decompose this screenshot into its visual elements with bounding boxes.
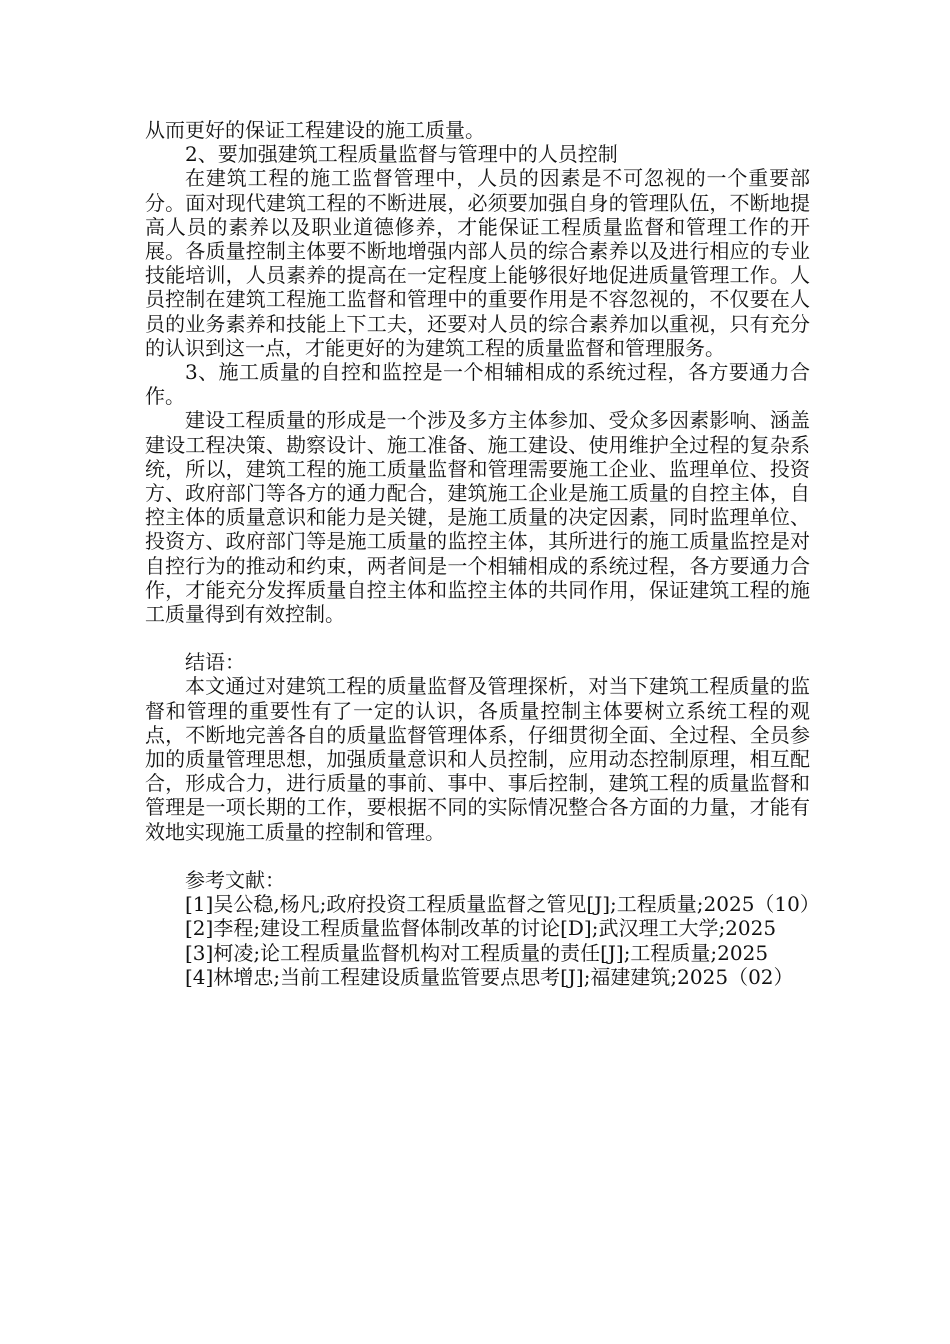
document-page — [145, 118, 820, 989]
reference-item: [3]柯凌;论工程质量监督机构对工程质量的责任[J];工程质量;2025 — [185, 940, 769, 965]
reference-item: [4]林增忠;当前工程建设质量监管要点思考[J];福建建筑;2025（02） — [185, 964, 794, 989]
paragraph-conclusion: 本文通过对建筑工程的质量监督及管理探析，对当下建筑工程质量的监督和管理的重要性有了一定的认识，各质量控制主体要树立系统工程的观点，不断地完善各自的质量监督管理体系，仔细贯彻全面、全过程、全员参加的质量管理思想，加强质量意识和人员控制，应用动态控制原理，相互配合，形成合力，进行质量的事前、事中、事后控制，建筑工程的质量监督和管理是一项长期的工作，要根据不同的实际情况整合各方面的力量，才能有效地实现施工质量的控制和管理。 — [145, 674, 810, 844]
spacer — [145, 626, 810, 650]
reference-item: [1]吴公稳,杨凡;政府投资工程质量监督之管见[J];工程质量;2025（10） — [185, 892, 820, 917]
spacer — [145, 844, 810, 868]
references-heading: 参考文献： — [185, 867, 285, 892]
references-list — [145, 892, 820, 989]
conclusion-heading: 结语： — [185, 650, 245, 675]
paragraph-continuation: 从而更好的保证工程建设的施工质量。 — [145, 118, 485, 142]
reference-item: [2]李程;建设工程质量监督体制改革的讨论[D];武汉理工大学;2025 — [185, 916, 777, 941]
paragraph-quality-formation: 建设工程质量的形成是一个涉及多方主体参加、受众多因素影响、涵盖建设工程决策、勘察设计、施工准备、施工建设、使用维护全过程的复杂系统，所以，建筑工程的施工质量监督和管理需要施工企业、监理单位、投资方、政府部门等各方的通力配合，建筑施工企业是施工质量的自控主体，自控主体的质量意识和能力是关键，是施工质量的决定因素，同时监理单位、投资方、政府部门等是施工质量的监控主体，其所进行的施工质量监控是对自控行为的推动和约束，两者间是一个相辅相成的系统过程，各方要通力合作，才能充分发挥质量自控主体和监控主体的共同作用，保证建筑工程的施工质量得到有效控制。 — [145, 408, 810, 627]
paragraph-personnel-control: 在建筑工程的施工监督管理中，人员的因素是不可忽视的一个重要部分。面对现代建筑工程的不断进展，必须要加强自身的管理队伍，不断地提高人员的素养以及职业道德修养，才能保证工程质量监督和管理工作的开展。各质量控制主体要不断地增强内部人员的综合素养以及进行相应的专业技能培训，人员素养的提高在一定程度上能够很好地促进质量管理工作。人员控制在建筑工程施工监督和管理中的重要作用是不容忽视的，不仅要在人员的业务素养和技能上下工夫，还要对人员的综合素养加以重视，只有充分的认识到这一点，才能更好的为建筑工程的质量监督和管理服务。 — [145, 166, 810, 360]
section-heading-3: 3、施工质量的自控和监控是一个相辅相成的系统过程，各方要通力合作。 — [145, 360, 810, 409]
section-heading-2: 2、要加强建筑工程质量监督与管理中的人员控制 — [185, 142, 618, 167]
